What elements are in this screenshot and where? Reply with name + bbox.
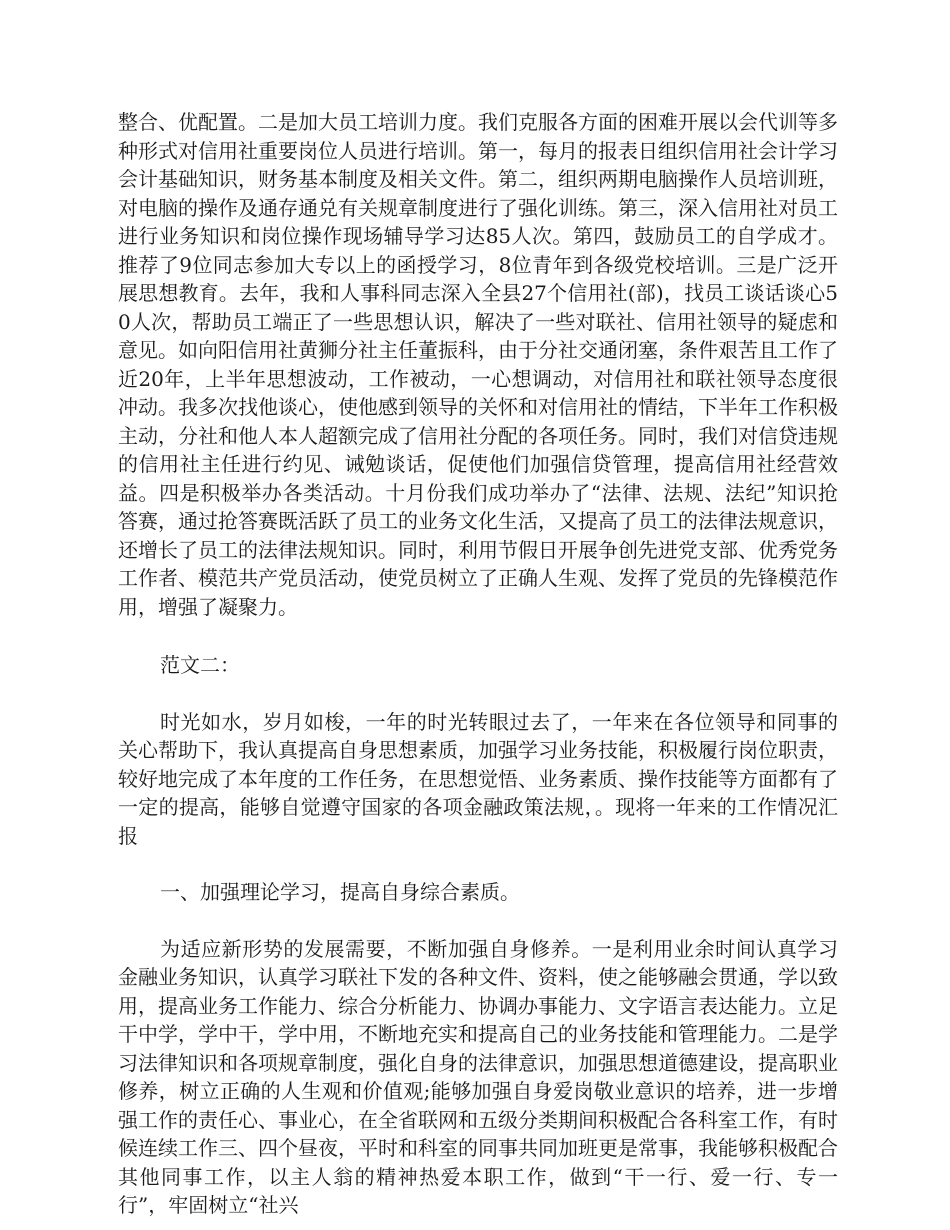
section-heading-theory-study: 一、加强理论学习，提高自身综合素质。: [160, 880, 520, 904]
body-paragraph-self-improvement: 为适应新形势的发展需要，不断加强自身修养。一是利用业余时间认真学习金融业务知识，认真学习联社下发的各种文件、资料，使之能够融会贯通，学以致用，提高业务工作能力、综合分析能力、协调办事能力、文字语言表达能力。立足干中学，学中干，学中用，不断地充实和提高自己的业务技能和管理能力。二是学习法律知识和各项规章制度，强化自身的法律意识，加强思想道德建设，提高职业修养，树立正确的人生观和价值观;能够加强自身爱岗敬业意识的培养，进一步增强工作的责任心、事业心，在全省联网和五级分类期间积极配合各科室工作，有时候连续工作三、四个昼夜，平时和科室的同事共同加班更是常事，我能够积极配合其他同事工作，以主人翁的精神热爱本职工作，做到“干一行、爱一行、专一行”，牢固树立“社兴: [118, 936, 838, 1217]
document-page: [118, 108, 838, 1220]
intro-paragraph: 时光如水，岁月如梭，一年的时光转眼过去了，一年来在各位领导和同事的关心帮助下，我认真提高自身思想素质，加强学习业务技能，积极履行岗位职责，较好地完成了本年度的工作任务，在思想觉悟、业务素质、操作技能等方面都有了一定的提高，能够自觉遵守国家的各项金融政策法规，。现将一年来的工作情况汇报: [118, 709, 838, 848]
body-paragraph-continued: 整合、优配置。二是加大员工培训力度。我们克服各方面的困难开展以会代训等多种形式对信用社重要岗位人员进行培训。第一，每月的报表日组织信用社会计学习会计基础知识，财务基本制度及相关文件。第二，组织两期电脑操作人员培训班，对电脑的操作及通存通兑有关规章制度进行了强化训练。第三，深入信用社对员工进行业务知识和岗位操作现场辅导学习达85人次。第四，鼓励员工的自学成才。推荐了9位同志参加大专以上的函授学习，8位青年到各级党校培训。三是广泛开展思想教育。去年，我和人事科同志深入全县27个信用社(部)，找员工谈话谈心50人次，帮助员工端正了一些思想认识，解决了一些对联社、信用社领导的疑虑和意见。如向阳信用社黄狮分社主任董振科，由于分社交通闭塞，条件艰苦且工作了近20年，上半年思想波动，工作被动，一心想调动，对信用社和联社领导态度很冲动。我多次找他谈心，使他感到领导的关怀和对信用社的情结，下半年工作积极主动，分社和他人本人超额完成了信用社分配的各项任务。同时，我们对信贷违规的信用社主任进行约见、诫勉谈话，促使他们加强信贷管理，提高信用社经营效益。四是积极举办各类活动。十月份我们成功举办了“法律、法规、法纪”知识抢答赛，通过抢答赛既活跃了员工的业务文化生活，又提高了员工的法律法规意识，还增长了员工的法律法规知识。同时，利用节假日开展争创先进党支部、优秀党务工作者、模范共产党员活动，使党员树立了正确人生观、发挥了党员的先锋模范作用，增强了凝聚力。: [118, 110, 838, 619]
section-heading-sample-two: 范文二：: [160, 653, 240, 677]
